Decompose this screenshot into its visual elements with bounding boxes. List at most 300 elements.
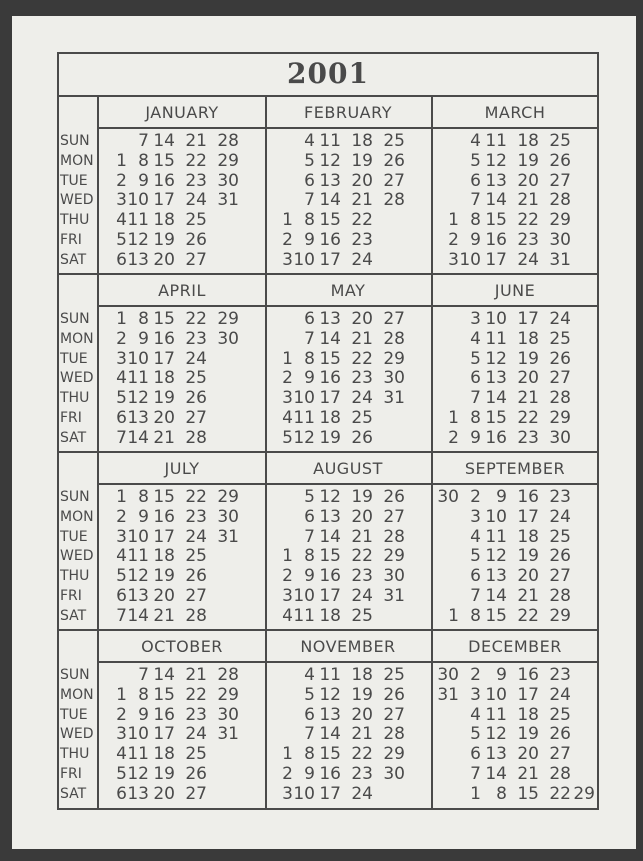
day-number: 20 <box>153 408 175 428</box>
day-number: 10 <box>459 249 481 270</box>
day-number: 25 <box>185 744 207 765</box>
day-number: 8 <box>138 684 149 705</box>
day-number: 7 <box>470 190 481 211</box>
day-number: 8 <box>304 744 315 765</box>
day-row <box>431 685 599 705</box>
day-number: 5 <box>116 566 127 587</box>
day-number: 9 <box>304 368 315 389</box>
weekday-label: THU <box>60 212 90 229</box>
day-row <box>265 665 431 685</box>
day-row <box>265 546 431 566</box>
day-number: 13 <box>127 783 149 804</box>
day-number: 6 <box>116 408 127 428</box>
day-number: 2 <box>470 665 481 685</box>
day-number: 5 <box>470 724 481 745</box>
day-number: 20 <box>153 783 175 804</box>
day-number: 30 <box>437 665 459 685</box>
quarter-block <box>57 275 599 453</box>
month-header-rule <box>99 661 599 663</box>
day-row <box>431 190 599 210</box>
day-number: 12 <box>127 566 149 587</box>
day-number: 7 <box>470 388 481 409</box>
day-number: 28 <box>383 328 405 349</box>
day-number: 1 <box>448 408 459 428</box>
day-number: 9 <box>470 427 481 448</box>
day-number: 8 <box>138 309 149 329</box>
day-number: 8 <box>138 487 149 507</box>
day-number: 16 <box>485 230 507 250</box>
day-number: 12 <box>319 150 341 171</box>
day-row <box>431 606 599 626</box>
day-number: 8 <box>304 348 315 369</box>
day-number: 7 <box>116 605 127 626</box>
day-number: 29 <box>383 546 405 567</box>
day-number: 13 <box>319 309 341 329</box>
day-number: 24 <box>351 586 373 606</box>
day-number: 3 <box>116 190 127 211</box>
day-row <box>265 487 431 507</box>
day-number: 6 <box>116 783 127 804</box>
day-number: 17 <box>517 684 539 705</box>
day-number: 20 <box>517 170 539 191</box>
day-row <box>99 230 265 250</box>
day-number: 9 <box>138 328 149 349</box>
day-number: 7 <box>470 764 481 784</box>
day-number: 13 <box>319 170 341 191</box>
weekday-label: SAT <box>60 251 87 268</box>
day-row <box>99 724 265 744</box>
day-row <box>431 230 599 250</box>
day-number: 20 <box>351 704 373 725</box>
day-number: 15 <box>485 210 507 231</box>
day-number: 27 <box>549 368 571 389</box>
day-number: 14 <box>127 427 149 448</box>
weekday-label: MON <box>60 508 94 525</box>
day-number: 22 <box>549 783 571 804</box>
day-number: 25 <box>549 526 571 547</box>
day-number: 17 <box>153 190 175 211</box>
day-number: 23 <box>351 566 373 587</box>
day-number: 21 <box>517 764 539 784</box>
day-number: 2 <box>282 566 293 587</box>
day-row <box>99 586 265 606</box>
day-number: 19 <box>153 230 175 250</box>
day-number: 3 <box>116 348 127 369</box>
day-number: 30 <box>383 368 405 389</box>
day-number: 6 <box>304 170 315 191</box>
day-row <box>99 606 265 626</box>
day-number: 23 <box>185 704 207 725</box>
weekday-label: TUE <box>60 350 88 367</box>
day-row <box>265 230 431 250</box>
year-title: 2001 <box>57 52 599 97</box>
day-number: 1 <box>448 605 459 626</box>
day-number: 28 <box>185 605 207 626</box>
day-number: 21 <box>351 328 373 349</box>
day-number: 2 <box>448 427 459 448</box>
day-number: 22 <box>185 487 207 507</box>
day-number: 14 <box>485 388 507 409</box>
day-number: 17 <box>485 249 507 270</box>
day-number: 5 <box>116 764 127 784</box>
day-number: 12 <box>485 150 507 171</box>
day-number: 10 <box>293 586 315 606</box>
day-number: 16 <box>319 230 341 250</box>
day-number: 26 <box>185 230 207 250</box>
day-row <box>431 487 599 507</box>
day-number: 16 <box>485 427 507 448</box>
day-number: 4 <box>116 210 127 231</box>
day-number: 2 <box>448 230 459 250</box>
day-number: 17 <box>517 506 539 527</box>
day-number: 27 <box>383 506 405 527</box>
day-number: 1 <box>282 210 293 231</box>
day-number: 2 <box>116 170 127 191</box>
day-row <box>431 309 599 329</box>
month-name: FEBRUARY <box>304 103 392 122</box>
month-name: MAY <box>330 281 366 300</box>
day-number: 8 <box>470 210 481 231</box>
day-number: 7 <box>304 328 315 349</box>
day-number: 12 <box>319 487 341 507</box>
day-row <box>99 171 265 191</box>
day-number: 11 <box>485 328 507 349</box>
day-number: 23 <box>549 487 571 507</box>
day-row <box>265 527 431 547</box>
day-number: 13 <box>485 744 507 765</box>
day-row <box>431 349 599 369</box>
day-number: 6 <box>304 704 315 725</box>
day-number: 16 <box>319 368 341 389</box>
day-number: 5 <box>304 150 315 171</box>
day-number: 28 <box>383 526 405 547</box>
day-number: 29 <box>383 744 405 765</box>
day-number: 12 <box>319 684 341 705</box>
day-number: 30 <box>217 506 239 527</box>
day-number: 19 <box>153 566 175 587</box>
day-number: 11 <box>485 526 507 547</box>
day-number: 23 <box>185 506 207 527</box>
day-number: 18 <box>351 665 373 685</box>
day-number: 15 <box>319 210 341 231</box>
day-row <box>265 428 431 448</box>
day-row <box>99 329 265 349</box>
day-number: 5 <box>470 150 481 171</box>
day-number: 29 <box>217 487 239 507</box>
day-number: 22 <box>517 605 539 626</box>
weekday-label: WED <box>60 370 94 387</box>
day-number: 25 <box>185 210 207 231</box>
day-number: 26 <box>383 684 405 705</box>
day-number: 19 <box>517 724 539 745</box>
day-number: 26 <box>383 487 405 507</box>
day-number: 4 <box>116 368 127 389</box>
weekday-label: SUN <box>60 667 90 683</box>
day-number: 9 <box>496 487 507 507</box>
weekday-label: FRI <box>60 588 82 604</box>
day-number: 19 <box>351 684 373 705</box>
day-number: 19 <box>351 150 373 171</box>
day-number: 10 <box>127 526 149 547</box>
day-row <box>431 388 599 408</box>
day-number: 10 <box>293 388 315 409</box>
day-number: 16 <box>517 665 539 685</box>
day-row <box>99 210 265 230</box>
day-number: 15 <box>485 605 507 626</box>
day-number: 28 <box>549 586 571 606</box>
weekday-label: WED <box>60 548 94 565</box>
day-number: 18 <box>153 368 175 389</box>
day-number: 6 <box>470 170 481 191</box>
day-number: 15 <box>153 309 175 329</box>
day-number: 3 <box>282 783 293 804</box>
day-number: 25 <box>383 665 405 685</box>
day-number: 2 <box>116 506 127 527</box>
day-number: 24 <box>517 249 539 270</box>
day-number: 30 <box>217 170 239 191</box>
day-number: 11 <box>127 744 149 765</box>
day-number: 11 <box>319 131 341 151</box>
day-number: 17 <box>153 526 175 547</box>
day-number: 31 <box>217 190 239 211</box>
day-number: 13 <box>127 586 149 606</box>
day-row <box>265 586 431 606</box>
day-number: 10 <box>293 249 315 270</box>
day-row <box>431 131 599 151</box>
weekday-label: MON <box>60 686 94 703</box>
day-number: 17 <box>153 724 175 745</box>
day-number: 15 <box>319 744 341 765</box>
day-row <box>431 368 599 388</box>
day-number: 24 <box>185 724 207 745</box>
day-row <box>99 764 265 784</box>
day-row <box>99 507 265 527</box>
day-row <box>265 388 431 408</box>
day-row <box>265 190 431 210</box>
day-row <box>99 151 265 171</box>
month-name: JUNE <box>494 281 536 300</box>
day-number: 26 <box>549 724 571 745</box>
day-number: 5 <box>282 427 293 448</box>
day-row <box>99 705 265 725</box>
day-number: 29 <box>549 408 571 428</box>
day-number: 27 <box>185 249 207 270</box>
day-number: 21 <box>351 724 373 745</box>
day-number: 4 <box>470 704 481 725</box>
day-row <box>431 408 599 428</box>
day-number: 6 <box>116 586 127 606</box>
day-row <box>431 744 599 764</box>
day-number: 1 <box>116 684 127 705</box>
month-name: NOVEMBER <box>300 637 396 656</box>
day-number: 23 <box>185 170 207 191</box>
day-number: 10 <box>127 190 149 211</box>
day-number: 3 <box>282 586 293 606</box>
month-name: APRIL <box>158 281 206 300</box>
day-number: 18 <box>153 210 175 231</box>
day-number: 29 <box>549 210 571 231</box>
day-number: 13 <box>485 566 507 587</box>
quarter-block <box>57 631 599 809</box>
day-number: 1 <box>282 744 293 765</box>
day-number: 22 <box>351 546 373 567</box>
day-row <box>265 606 431 626</box>
day-number: 1 <box>282 348 293 369</box>
month-header-rule <box>99 483 599 485</box>
day-number: 27 <box>383 704 405 725</box>
day-number: 9 <box>496 665 507 685</box>
day-number: 23 <box>351 230 373 250</box>
day-number: 2 <box>470 487 481 507</box>
day-row <box>431 171 599 191</box>
day-number: 19 <box>517 546 539 567</box>
day-number: 19 <box>351 487 373 507</box>
month-name: SEPTEMBER <box>464 459 566 478</box>
day-number: 6 <box>470 368 481 389</box>
day-number: 14 <box>485 764 507 784</box>
day-number: 17 <box>319 783 341 804</box>
day-number: 25 <box>185 368 207 389</box>
month-name: JULY <box>164 459 200 478</box>
day-row <box>431 329 599 349</box>
day-number: 14 <box>319 724 341 745</box>
day-number: 26 <box>383 150 405 171</box>
weekday-label: FRI <box>60 410 82 426</box>
day-number: 27 <box>549 744 571 765</box>
day-number: 28 <box>549 190 571 211</box>
day-number: 31 <box>217 724 239 745</box>
day-number: 13 <box>127 249 149 270</box>
day-number: 16 <box>153 170 175 191</box>
day-number: 11 <box>485 131 507 151</box>
day-number: 23 <box>517 427 539 448</box>
day-number: 3 <box>282 388 293 409</box>
month-header-rule <box>99 305 599 307</box>
day-number: 13 <box>319 506 341 527</box>
day-number: 22 <box>185 684 207 705</box>
day-number: 16 <box>153 506 175 527</box>
day-number: 14 <box>485 586 507 606</box>
month-name: DECEMBER <box>468 637 562 656</box>
day-row <box>265 210 431 230</box>
day-row <box>265 507 431 527</box>
day-number: 24 <box>549 309 571 329</box>
day-row <box>99 388 265 408</box>
day-number: 26 <box>185 566 207 587</box>
day-number: 22 <box>351 744 373 765</box>
day-row <box>99 685 265 705</box>
day-number: 31 <box>549 249 571 270</box>
day-number: 8 <box>304 210 315 231</box>
day-number: 9 <box>138 170 149 191</box>
day-number: 13 <box>485 368 507 389</box>
day-number: 20 <box>517 566 539 587</box>
day-number: 29 <box>217 309 239 329</box>
day-row <box>99 368 265 388</box>
day-number: 25 <box>185 546 207 567</box>
day-number: 15 <box>517 783 539 804</box>
day-row <box>431 665 599 685</box>
day-number: 5 <box>304 487 315 507</box>
day-number: 18 <box>319 408 341 428</box>
day-number: 4 <box>470 328 481 349</box>
day-number: 3 <box>470 506 481 527</box>
day-number: 7 <box>304 724 315 745</box>
day-number: 1 <box>116 309 127 329</box>
day-number: 30 <box>217 704 239 725</box>
day-number: 25 <box>549 704 571 725</box>
day-row <box>99 349 265 369</box>
day-number: 14 <box>319 190 341 211</box>
day-number: 9 <box>304 230 315 250</box>
day-number: 3 <box>448 249 459 270</box>
day-number: 31 <box>383 586 405 606</box>
day-row <box>431 250 599 270</box>
day-number: 30 <box>383 566 405 587</box>
day-number: 19 <box>517 348 539 369</box>
day-number: 21 <box>153 427 175 448</box>
day-number: 24 <box>351 388 373 409</box>
day-row <box>431 566 599 586</box>
day-number: 7 <box>116 427 127 448</box>
day-number: 18 <box>351 131 373 151</box>
month-name: OCTOBER <box>141 637 223 656</box>
day-number: 21 <box>185 665 207 685</box>
day-number: 22 <box>351 348 373 369</box>
day-number: 3 <box>470 309 481 329</box>
day-number: 7 <box>470 586 481 606</box>
day-number: 7 <box>138 665 149 685</box>
day-number: 13 <box>319 704 341 725</box>
day-row <box>265 566 431 586</box>
day-number: 22 <box>517 210 539 231</box>
day-row <box>99 408 265 428</box>
weekday-label: SUN <box>60 489 90 505</box>
day-number: 22 <box>351 210 373 231</box>
day-number: 5 <box>304 684 315 705</box>
day-number: 6 <box>470 566 481 587</box>
month-name: MARCH <box>484 103 546 122</box>
day-row <box>265 171 431 191</box>
day-number: 11 <box>485 704 507 725</box>
weekday-label: SAT <box>60 429 87 446</box>
day-row <box>99 309 265 329</box>
day-number: 17 <box>319 249 341 270</box>
day-row <box>265 685 431 705</box>
day-number: 14 <box>319 328 341 349</box>
day-number: 27 <box>185 586 207 606</box>
day-number: 8 <box>496 783 507 804</box>
day-number: 15 <box>485 408 507 428</box>
day-number: 15 <box>153 487 175 507</box>
day-row <box>265 744 431 764</box>
day-number: 2 <box>282 764 293 784</box>
day-number: 11 <box>319 665 341 685</box>
day-number: 3 <box>282 249 293 270</box>
day-number: 24 <box>549 684 571 705</box>
day-number: 11 <box>293 605 315 626</box>
day-number: 6 <box>116 249 127 270</box>
day-row <box>99 250 265 270</box>
day-number: 28 <box>383 724 405 745</box>
weekday-label: FRI <box>60 232 82 248</box>
day-number: 9 <box>470 230 481 250</box>
day-number: 14 <box>153 131 175 151</box>
day-number: 21 <box>351 190 373 211</box>
day-number: 10 <box>293 783 315 804</box>
day-number: 19 <box>153 764 175 784</box>
day-number: 17 <box>319 586 341 606</box>
